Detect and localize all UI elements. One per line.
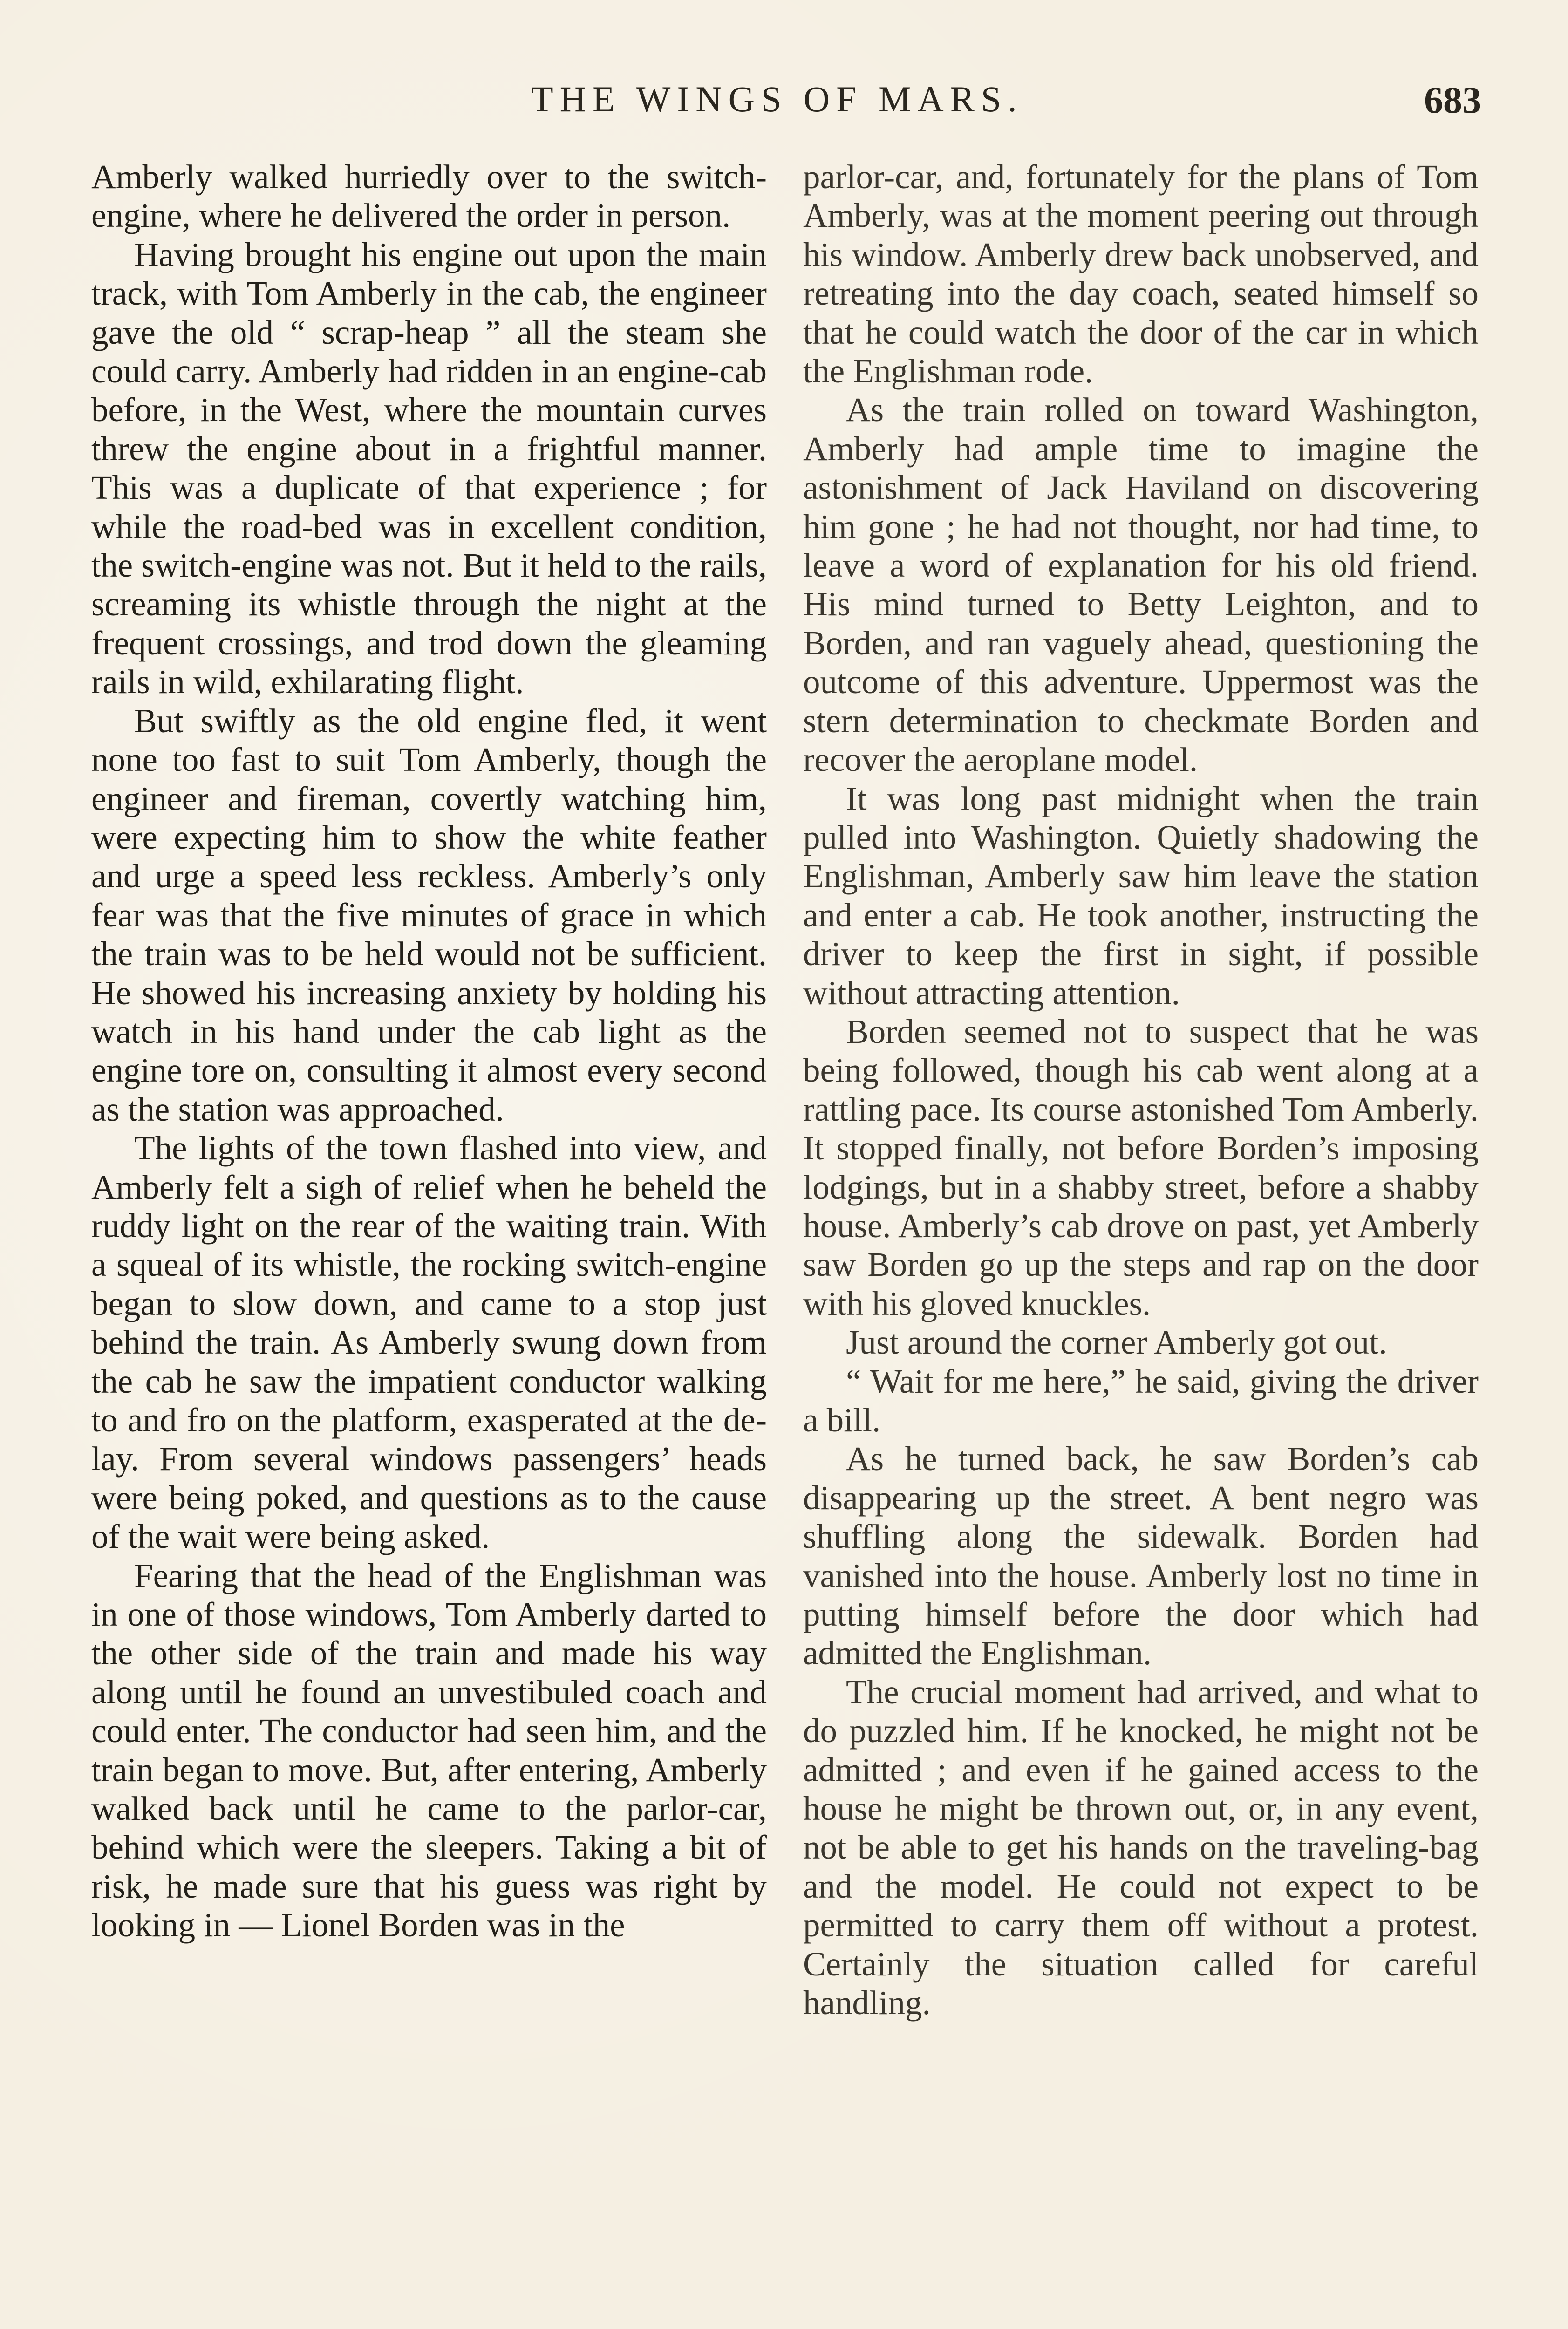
paragraph: Fearing that the head of the Englishman was in one of those windows, Tom Amberly darted to the other side of the train and made his way along until he found an unvestibuled coach and could enter. The conductor had seen him, and the train began to move. But, after entering, Amberly walked back until he came to the parlor-car, behind which were the sleepers. Taking a bit of risk, he made sure that his guess was right by looking in — Lionel Borden was in the xyxy=(91,1556,767,1944)
paragraph: parlor-car, and, fortunately for the plans of Tom Amberly, was at the moment peering out through his window. Amberly drew back unobserved, and retreating into the day coach, seated himself so that he could watch the door of the car in which the Englishman rode. xyxy=(803,158,1479,390)
text-column-left xyxy=(91,157,767,1945)
paragraph: As he turned back, he saw Borden’s cab disappearing up the street. A bent negro was shuffling along the sidewalk. Borden had vanished into the house. Amberly lost no time in putting himself before the door which had admitted the Englishman. xyxy=(803,1440,1479,1672)
paragraph: As the train rolled on toward Washington, Amberly had ample time to imagine the astonishment of Jack Haviland on discovering him gone ; he had not thought, nor had time, to leave a word of explanation for his old friend. His mind turned to Betty Leighton, and to Borden, and ran vaguely ahead, questioning the outcome of this adventure. Uppermost was the stern determination to checkmate Borden and recover the aeroplane model. xyxy=(803,391,1479,779)
paragraph: The lights of the town flashed into view, and Amberly felt a sigh of relief when he beheld the ruddy light on the rear of the waiting train. With a squeal of its whistle, the rocking switch-engine began to slow down, and came to a stop just behind the train. As Amberly swung down from the cab he saw the impatient conductor walking to and fro on the platform, exasperated at the delay. From several windows passengers’ heads were being poked, and questions as to the cause of the wait were being asked. xyxy=(91,1129,767,1556)
page-header xyxy=(89,70,1481,130)
paragraph: It was long past midnight when the train pulled into Washington. Quietly shadowing the Englishman, Amberly saw him leave the station and enter a cab. He took another, instructing the driver to keep the first in sight, if possible without attracting attention. xyxy=(803,779,1479,1012)
running-title: THE WINGS OF MARS. xyxy=(531,79,1023,119)
paragraph: Amberly walked hurriedly over to the switch-engine, where he delivered the order in person. xyxy=(91,158,767,235)
paragraph: But swiftly as the old engine fled, it went none too fast to suit Tom Amberly, though the engineer and fireman, covertly watching him, were expecting him to show the white feather and urge a speed less reckless. Amberly’s only fear was that the five minutes of grace in which the train was to be held would not be sufficient. He showed his increasing anxiety by holding his watch in his hand under the cab light as the engine tore on, consulting it almost every second as the station was approached. xyxy=(91,701,767,1128)
paragraph: Borden seemed not to suspect that he was being followed, though his cab went along at a rattling pace. Its course astonished Tom Amberly. It stopped finally, not before Borden’s imposing lodgings, but in a shabby street, before a shabby house. Amberly’s cab drove on past, yet Amberly saw Borden go up the steps and rap on the door with his gloved knuckles. xyxy=(803,1012,1479,1322)
paragraph: “ Wait for me here,” he said, giving the driver a bill. xyxy=(803,1362,1479,1439)
paragraph: Just around the corner Amberly got out. xyxy=(846,1323,1387,1362)
text-column-right xyxy=(803,157,1479,2023)
paragraph: The crucial moment had arrived, and what to do puzzled him. If he knocked, he might not be admitted ; and even if he gained access to the house he might be thrown out, or, in any event, not be able to get his hands on the traveling-bag and the model. He could not expect to be permitted to carry them off without a protest. Certainly the situation called for careful handling. xyxy=(803,1673,1479,2022)
paragraph: Having brought his engine out upon the main track, with Tom Amberly in the cab, the engineer gave the old “ scrap-heap ” all the steam she could carry. Amberly had ridden in an engine-cab before, in the West, where the mountain curves threw the engine about in a frightful manner. This was a duplicate of that experience ; for while the road-bed was in excellent condition, the switch-engine was not. But it held to the rails, screaming its whistle through the night at the frequent crossings, and trod down the gleaming rails in wild, exhilarating flight. xyxy=(91,235,767,701)
page-number: 683 xyxy=(1424,79,1481,121)
